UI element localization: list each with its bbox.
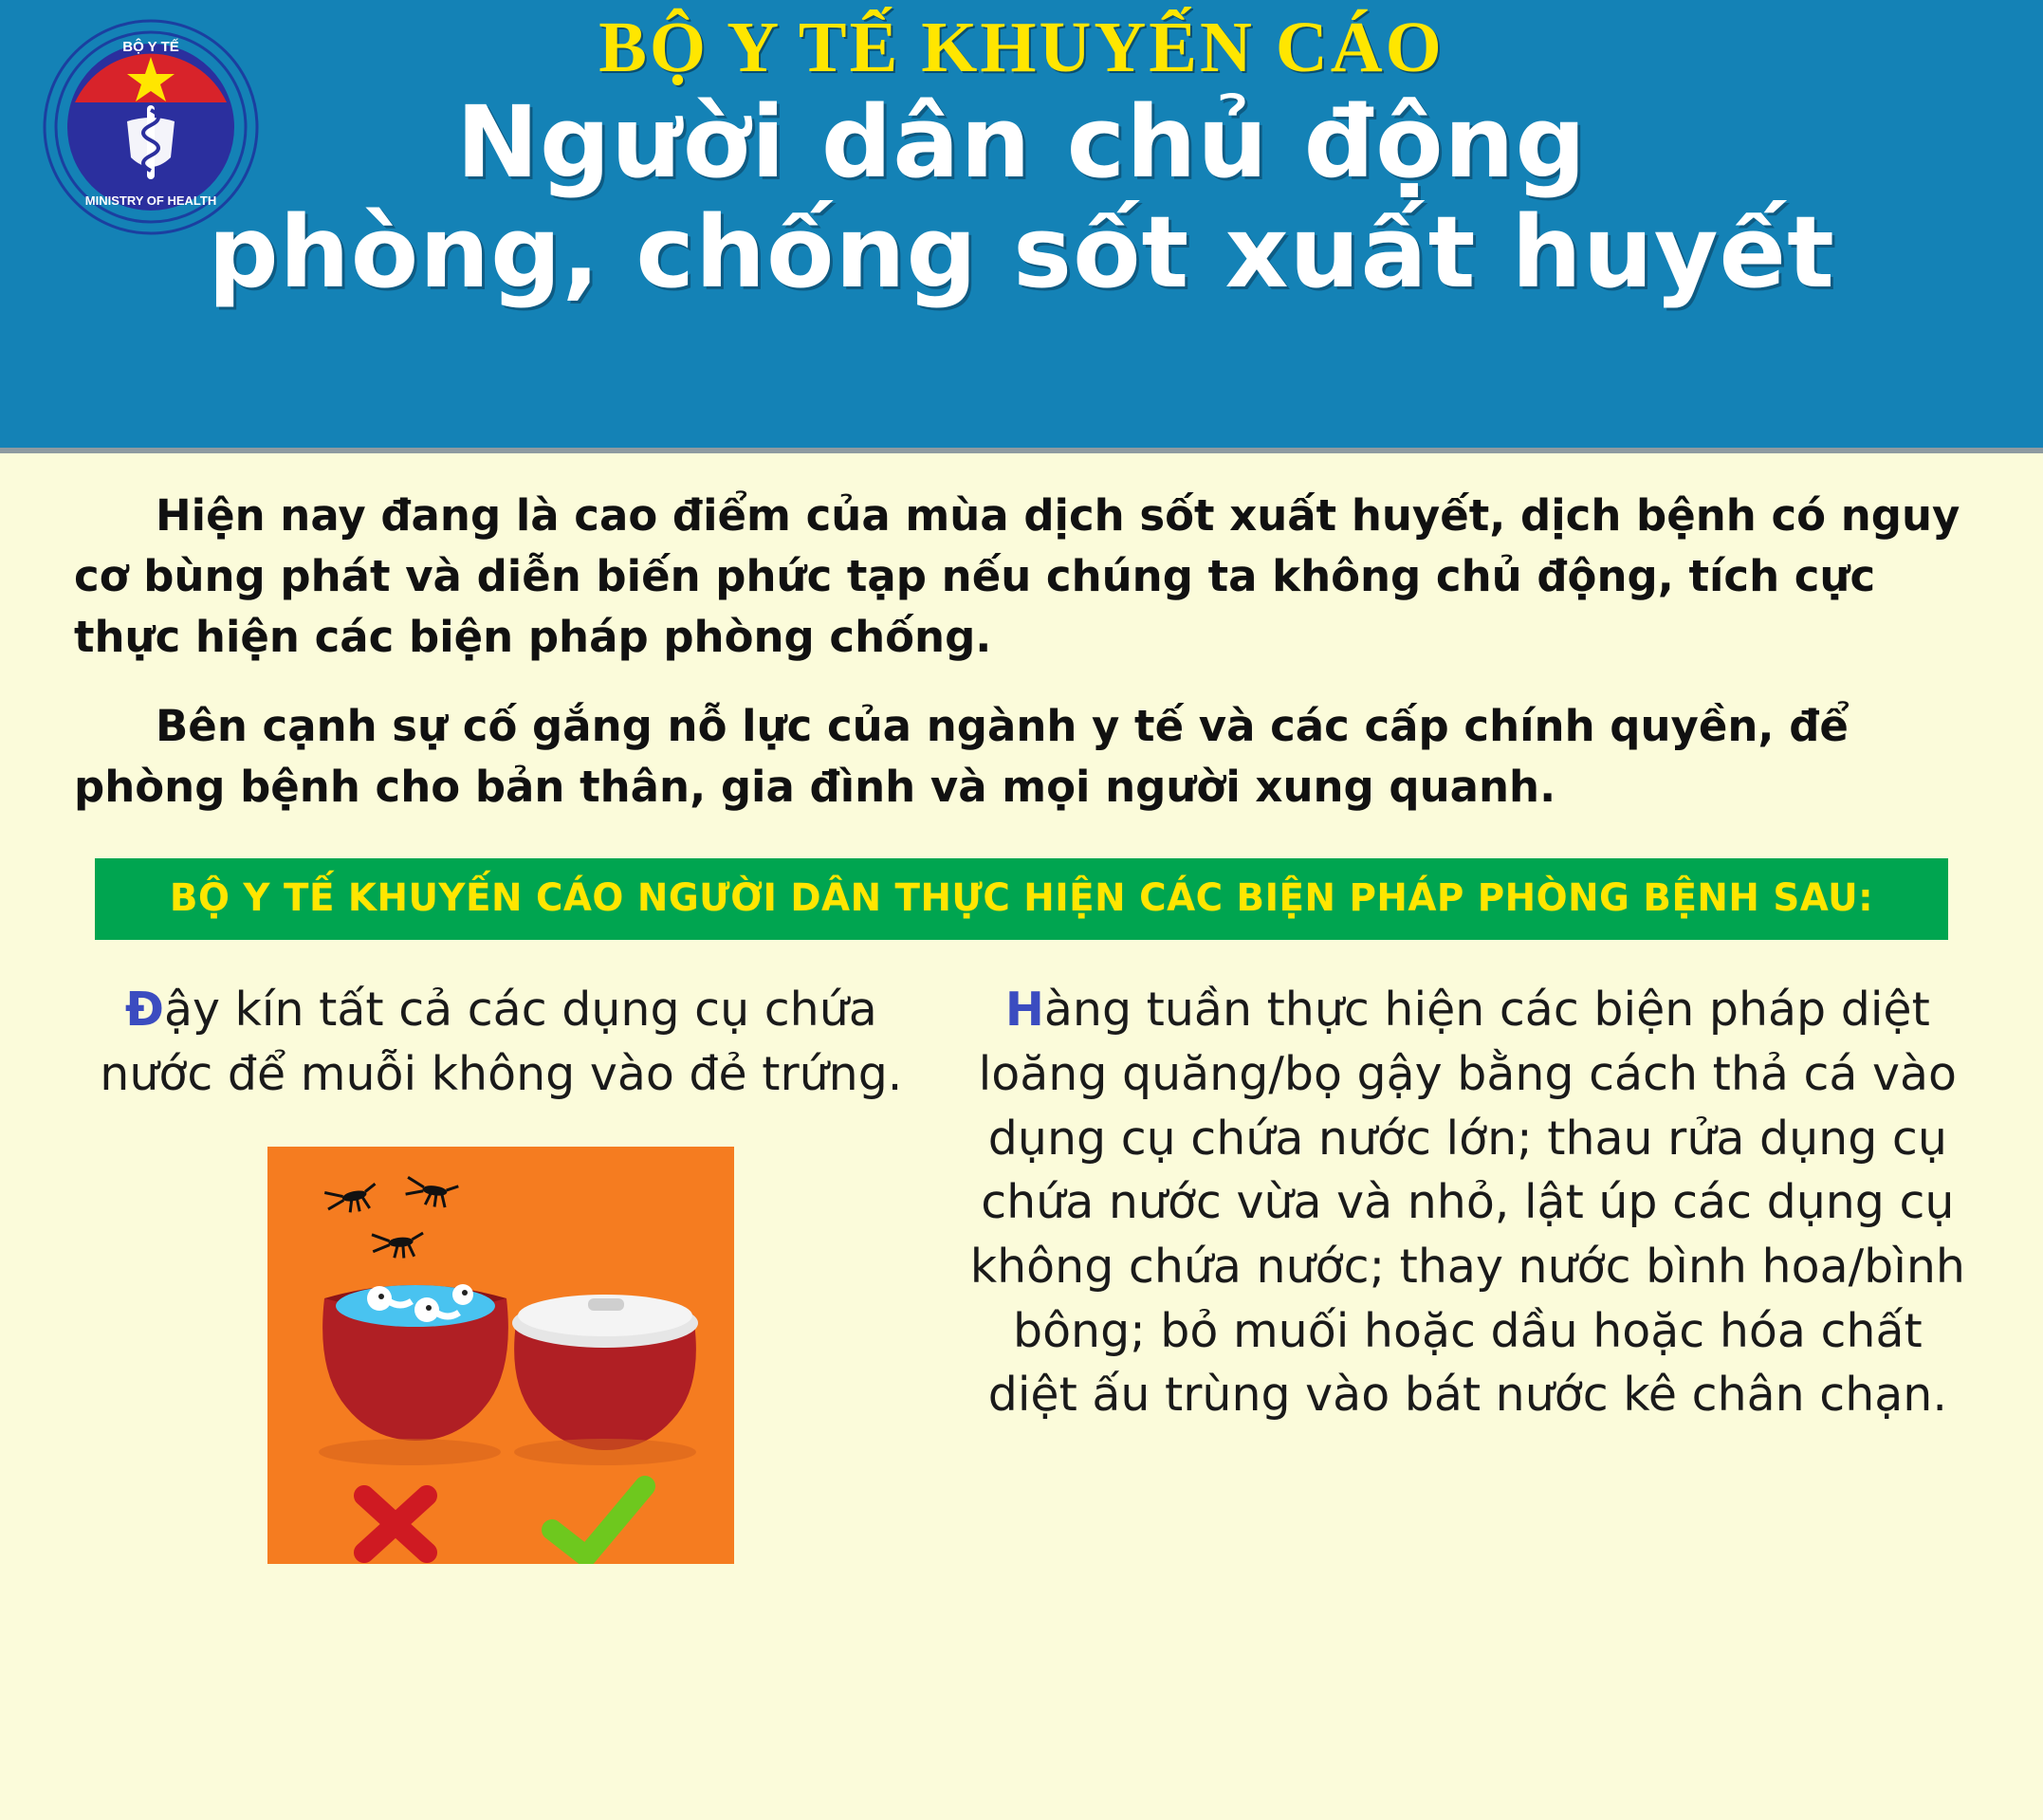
tip-left-text: [74, 978, 929, 1106]
ministry-of-health-logo: [32, 15, 269, 252]
intro-paragraph-1: Hiện nay đang là cao điểm của mùa dịch sốt xuất huyết, dịch bệnh có nguy cơ bùng phát và diễn biến phức tạp nếu chúng ta không chủ động, tích cực thực hiện các biện pháp phòng chống.: [74, 490, 1960, 662]
logo-top-text: BỘ Y TẾ: [122, 39, 179, 55]
recommendation-banner-text: BỘ Y TẾ KHUYẾN CÁO NGƯỜI DÂN THỰC HIỆN CÁC BIỆN PHÁP PHÒNG BỆNH SAU:: [169, 876, 1874, 921]
tip-right-body: àng tuần thực hiện các biện pháp diệt loăng quăng/bọ gậy bằng cách thả cá vào dụng cụ chứa nước lớn; thau rửa dụng cụ chứa nước vừa và nhỏ, lật úp các dụng cụ không chứa nước; thay nước bình hoa/bình bông; bỏ muối hoặc dầu hoặc hóa chất diệt ấu trùng vào bát nước kê chân chạn.: [969, 983, 1965, 1423]
tips-columns: [74, 978, 1969, 1563]
tip-left-dropcap: Đ: [124, 983, 164, 1038]
tip-left-body: ậy kín tất cả các dụng cụ chứa nước để muỗi không vào đẻ trứng.: [100, 983, 903, 1102]
header-banner: [0, 0, 2043, 453]
page-title-secondary-line2: phòng, chống sốt xuất huyết: [208, 194, 1835, 311]
logo-bottom-text: MINISTRY OF HEALTH: [84, 193, 217, 208]
intro-paragraph-2: Bên cạnh sự cố gắng nỗ lực của ngành y tế và các cấp chính quyền, để phòng bệnh cho bản thân, gia đình và mọi người xung quanh.: [74, 700, 1849, 812]
header-title-block: [0, 0, 2043, 311]
tip-right-text: [966, 978, 1969, 1426]
content-area: [0, 453, 2043, 1820]
tip-column-right: [966, 978, 1969, 1563]
tip-right-dropcap: H: [1004, 983, 1044, 1038]
page-title-primary: BỘ Y TẾ KHUYẾN CÁO: [598, 8, 1445, 87]
covered-water-container-illustration: [267, 1147, 734, 1564]
tip-column-left: [74, 978, 929, 1563]
page-title-secondary: [0, 84, 2043, 311]
recommendation-banner: [95, 858, 1948, 940]
page-title-secondary-line1: Người dân chủ động: [455, 84, 1587, 200]
